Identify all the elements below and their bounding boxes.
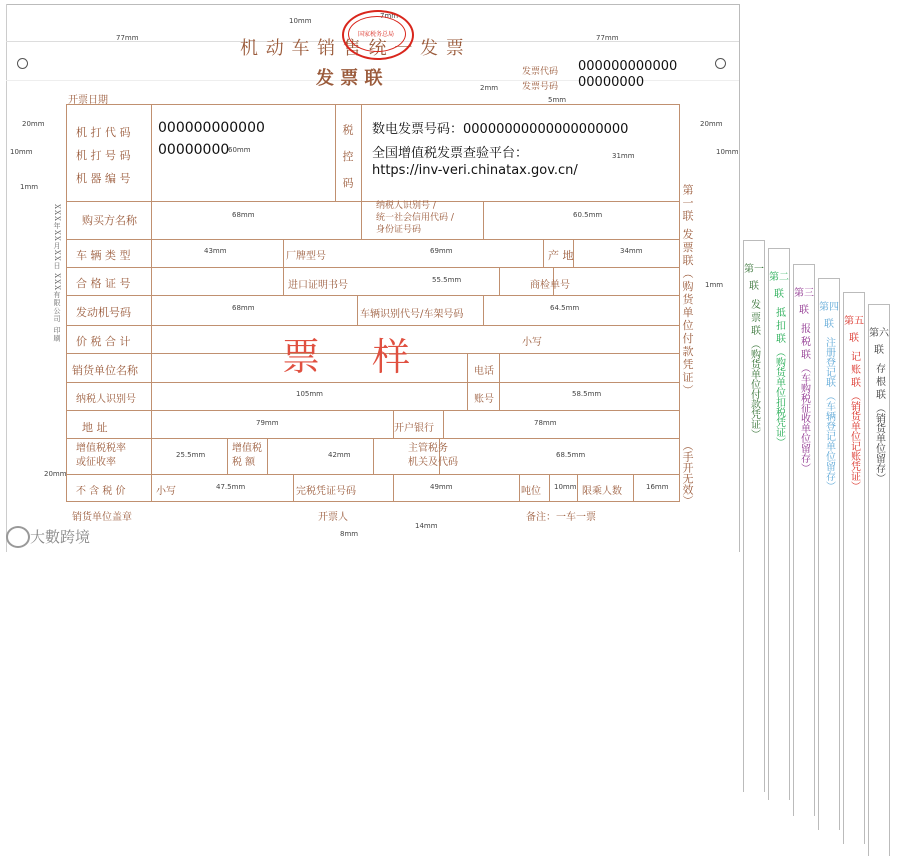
tonnage-label: 吨位: [521, 486, 541, 497]
dim-label: 1mm: [20, 183, 39, 191]
machine-number-label: 机 打 号 码: [76, 149, 131, 162]
binding-hole: [17, 58, 28, 69]
dim-label: 34mm: [620, 247, 643, 255]
engine-label: 发动机号码: [76, 306, 131, 319]
dim-label: 8mm: [340, 530, 359, 538]
invoice-subtitle: 发 票 联: [316, 68, 383, 89]
dim-label: 20mm: [700, 120, 723, 128]
top-border: [6, 4, 739, 5]
dim-label: 14mm: [415, 522, 438, 530]
address-label: 地 址: [82, 421, 108, 434]
dim-label: 2mm: [480, 84, 499, 92]
copy-name: 报 税 联: [798, 323, 810, 360]
digital-invoice-number: 数电发票号码：00000000000000000000: [372, 122, 629, 137]
dim-label: 7mm: [380, 12, 399, 20]
copy-note: （销货单位留存）: [873, 403, 885, 484]
logo-icon: [6, 526, 30, 548]
copy-name: 发 票 联: [748, 299, 760, 336]
small-caps-label-2: 小写: [156, 486, 176, 497]
dim-label: 68mm: [232, 211, 255, 219]
copy-tab-3: [793, 264, 815, 816]
number-value: 00000000: [578, 75, 645, 90]
dim-label: 42mm: [328, 451, 351, 459]
seller-stamp-label: 销货单位盖章: [72, 512, 132, 523]
dim-label: 10mm: [716, 148, 739, 156]
dim-label: 10mm: [554, 483, 577, 491]
buyer-name-label: 购买方名称: [82, 214, 137, 227]
copy-note: （车购税征收单位留存）: [798, 363, 810, 474]
copy-title: 第二联: [769, 272, 789, 300]
machine-number-value: 00000000: [158, 142, 230, 158]
dim-label: 105mm: [296, 390, 323, 398]
account-label: 账号: [474, 394, 494, 405]
dim-label: 58.5mm: [572, 390, 602, 398]
taxpayer-id-label: 纳税人识别号 / 统一社会信用代码 / 身份证号码: [376, 201, 454, 235]
vat-rate-label: 增值税税率 或征收率: [76, 443, 126, 468]
copy-title: 第三联: [794, 288, 814, 316]
dim-label: 64.5mm: [550, 304, 580, 312]
dim-label: 10mm: [289, 17, 312, 25]
vin-label: 车辆识别代号/车架号码: [360, 309, 464, 320]
seal-text: 国家税务总局: [358, 31, 395, 38]
copy-note: （车辆登记单位留存）: [823, 391, 835, 491]
copy-title: 第一联: [744, 264, 764, 292]
copy-name: 抵 扣 联: [773, 307, 785, 344]
dim-label: 49mm: [430, 483, 453, 491]
dim-label: 10mm: [10, 148, 33, 156]
binding-hole: [715, 58, 726, 69]
tax-bureau-seal: [342, 10, 414, 60]
copy-name: 记 账 联: [848, 351, 860, 388]
small-caps-label: 小写: [522, 337, 542, 348]
verify-url: https://inv-veri.chinatax.gov.cn/: [372, 163, 578, 178]
inspection-label: 商检单号: [530, 280, 570, 291]
logo-text: 大數跨境: [30, 528, 91, 546]
copy-tab-6: [868, 304, 890, 856]
dim-label: 5mm: [548, 96, 567, 104]
sample-watermark: 票 样: [282, 335, 431, 379]
machine-code-value: 000000000000: [158, 120, 265, 136]
duty-cert-label: 完税凭证号码: [296, 486, 356, 497]
tax-control-label: 税 控 码: [341, 124, 354, 194]
dim-label: 20mm: [22, 120, 45, 128]
phone-label: 电话: [474, 366, 494, 377]
dim-label: 77mm: [596, 34, 619, 42]
copy-name: 存 根 联: [873, 363, 885, 400]
code-label: 发票代码: [522, 67, 559, 77]
dim-label: 1mm: [705, 281, 724, 289]
right-border: [739, 4, 740, 552]
dim-label: 60mm: [228, 146, 251, 154]
invoice-title: 机 动 车 销 售 统 一 发 票: [240, 38, 465, 59]
copy-side-label: 第一联 发票联（购货单位付款凭证）: [681, 184, 694, 398]
dim-label: 43mm: [204, 247, 227, 255]
dim-label: 16mm: [646, 483, 669, 491]
brand-model-label: 厂牌型号: [286, 251, 326, 262]
passenger-label: 限乘人数: [582, 486, 622, 497]
dim-label: 69mm: [430, 247, 453, 255]
copy-note: （购货单位扣税凭证）: [773, 347, 785, 448]
printer-info: XXX年XX月XX日 XXX有限公司 印刷: [53, 204, 61, 343]
verify-platform: 全国增值税发票查验平台：: [372, 146, 529, 161]
dim-label: 20mm: [44, 470, 67, 478]
number-label: 发票号码: [522, 82, 559, 92]
dim-label: 60.5mm: [573, 211, 603, 219]
dim-label: 78mm: [534, 419, 557, 427]
machine-code-label: 机 打 代 码: [76, 126, 131, 139]
bank-label: 开户银行: [394, 423, 434, 434]
issuer-label: 开票人: [318, 512, 348, 523]
copy-note: （购货单位付款凭证）: [748, 339, 760, 440]
price-excl-label: 不 含 税 价: [76, 486, 126, 497]
left-border: [6, 4, 7, 552]
seller-name-label: 销货单位名称: [72, 364, 138, 377]
dim-label: 25.5mm: [176, 451, 206, 459]
price-total-label: 价 税 合 计: [76, 335, 131, 348]
remark-label: 备注：一车一票: [526, 512, 596, 523]
copy-title: 第五联: [844, 316, 864, 344]
dim-label: 68.5mm: [556, 451, 586, 459]
tax-authority-label: 主管税务 机关及代码: [408, 443, 458, 468]
copy-title: 第六联: [869, 328, 889, 356]
handwrite-invalid: （手开无效）: [681, 440, 694, 506]
copy-tab-5: [843, 292, 865, 844]
machine-id-label: 机 器 编 号: [76, 172, 131, 185]
vat-amount-label: 增值税 税 额: [232, 443, 262, 468]
copy-note: （销货单位记账凭证）: [848, 391, 860, 492]
copy-title: 第四联: [819, 302, 839, 330]
copy-tab-1: [743, 240, 765, 792]
vehicle-type-label: 车 辆 类 型: [76, 249, 131, 262]
dim-label: 47.5mm: [216, 483, 246, 491]
dim-label: 31mm: [612, 152, 635, 160]
dim-label: 79mm: [256, 419, 279, 427]
copy-tab-4: [818, 278, 840, 830]
copy-tab-2: [768, 248, 790, 800]
dim-label: 77mm: [116, 34, 139, 42]
seller-tax-id-label: 纳税人识别号: [76, 394, 136, 405]
certificate-label: 合 格 证 号: [76, 277, 131, 290]
code-value: 000000000000: [578, 59, 678, 74]
import-cert-label: 进口证明书号: [288, 280, 348, 291]
dim-label: 55.5mm: [432, 276, 462, 284]
dim-label: 68mm: [232, 304, 255, 312]
copy-name: 注册登记联: [823, 337, 835, 387]
date-label: 开票日期: [68, 95, 108, 106]
origin-label: 产 地: [548, 249, 574, 262]
